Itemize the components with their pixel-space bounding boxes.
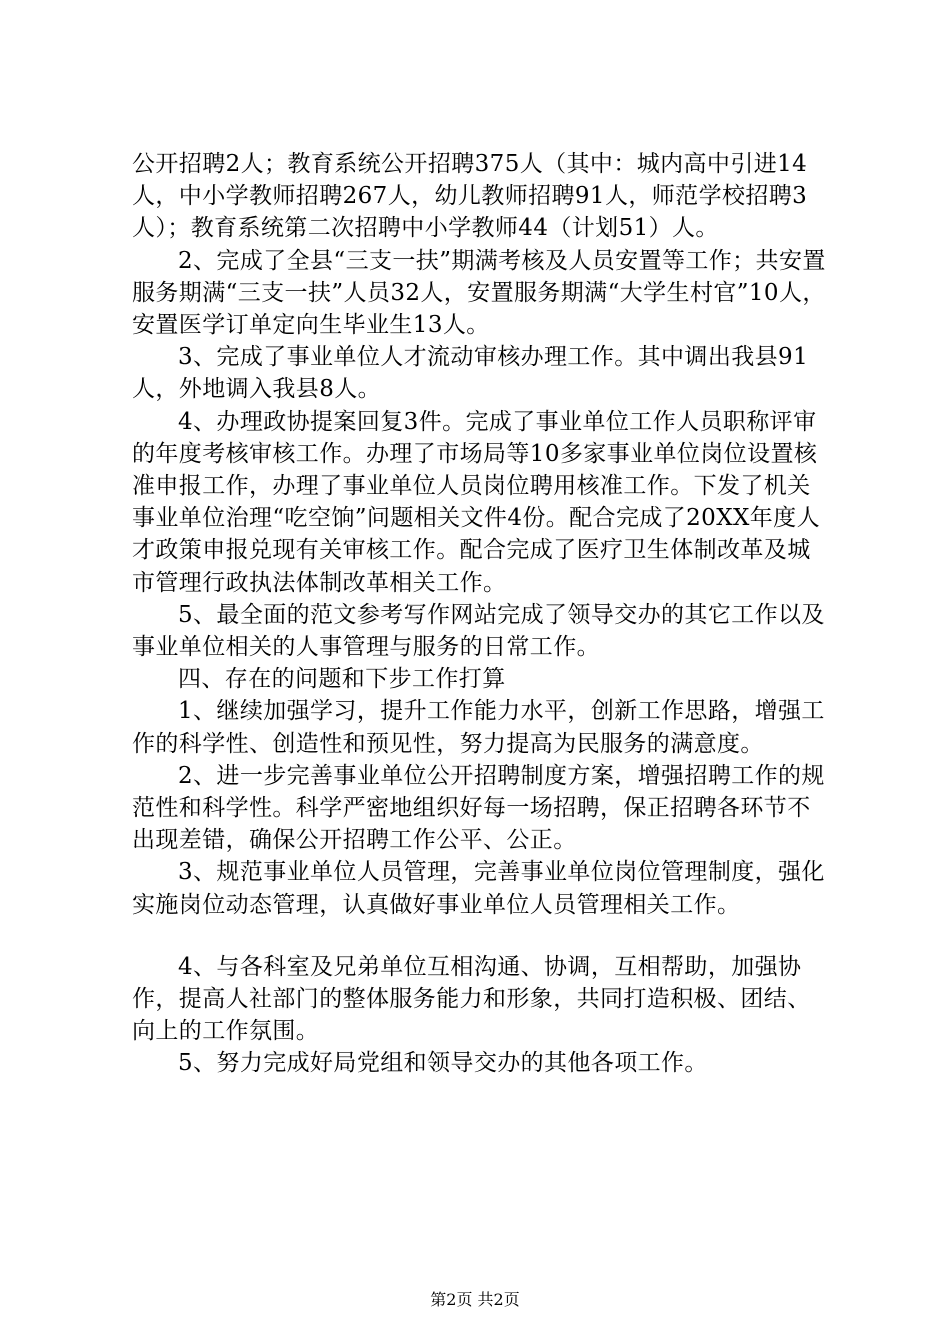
document-body (132, 148, 832, 1080)
paragraph-item-3: 3、完成了事业单位人才流动审核办理工作。其中调出我县91人，外地调入我县8人。 (132, 344, 809, 403)
paragraph-item-4: 4、办理政协提案回复3件。完成了事业单位工作人员职称评审的年度考核审核工作。办理了市场局等10多家事业单位岗位设置核准申报工作，办理了事业单位人员岗位聘用核准工作。下发了机关事业单位治理“吃空饷”问题相关文件4份。配合完成了20XX年度人才政策申报兑现有关审核工作。配合完成了医疗卫生体制改革及城市管理行政执法体制改革相关工作。 (132, 408, 820, 596)
paragraph-gap (132, 921, 832, 951)
paragraph-plan-2: 2、进一步完善事业单位公开招聘制度方案，增强招聘工作的规范性和科学性。科学严密地组织好每一场招聘，保正招聘各环节不出现差错，确保公开招聘工作公平、公正。 (132, 762, 825, 854)
paragraph-plan-1: 1、继续加强学习，提升工作能力水平，创新工作思路，增强工作的科学性、创造性和预见性，努力提高为民服务的满意度。 (132, 698, 825, 757)
paragraph-plan-5: 5、努力完成好局党组和领导交办的其他各项工作。 (178, 1050, 708, 1077)
paragraph-recruitment-continued: 公开招聘2人；教育系统公开招聘375人（其中：城内高中引进14人，中小学教师招聘267人，幼儿教师招聘91人，师范学校招聘3人）；教育系统第二次招聘中小学教师44（计划51）人。 (132, 151, 808, 242)
paragraph-plan-3: 3、规范事业单位人员管理，完善事业单位岗位管理制度，强化实施岗位动态管理，认真做好事业单位人员管理相关工作。 (132, 859, 825, 918)
paragraph-plan-4: 4、与各科室及兄弟单位互相沟通、协调，互相帮助，加强协作，提高人社部门的整体服务能力和形象，共同打造积极、团结、向上的工作氛围。 (132, 953, 811, 1045)
page-footer: 第2页 共2页 (430, 1290, 520, 1309)
paragraph-item-2: 2、完成了全县“三支一扶”期满考核及人员安置等工作；共安置服务期满“三支一扶”人员32人，安置服务期满“大学生村官”10人，安置医学订单定向生毕业生13人。 (132, 247, 826, 339)
paragraph-item-5: 5、最全面的范文参考写作网站完成了领导交办的其它工作以及事业单位相关的人事管理与服务的日常工作。 (132, 601, 825, 661)
section-heading: 四、存在的问题和下步工作打算 (178, 666, 506, 693)
